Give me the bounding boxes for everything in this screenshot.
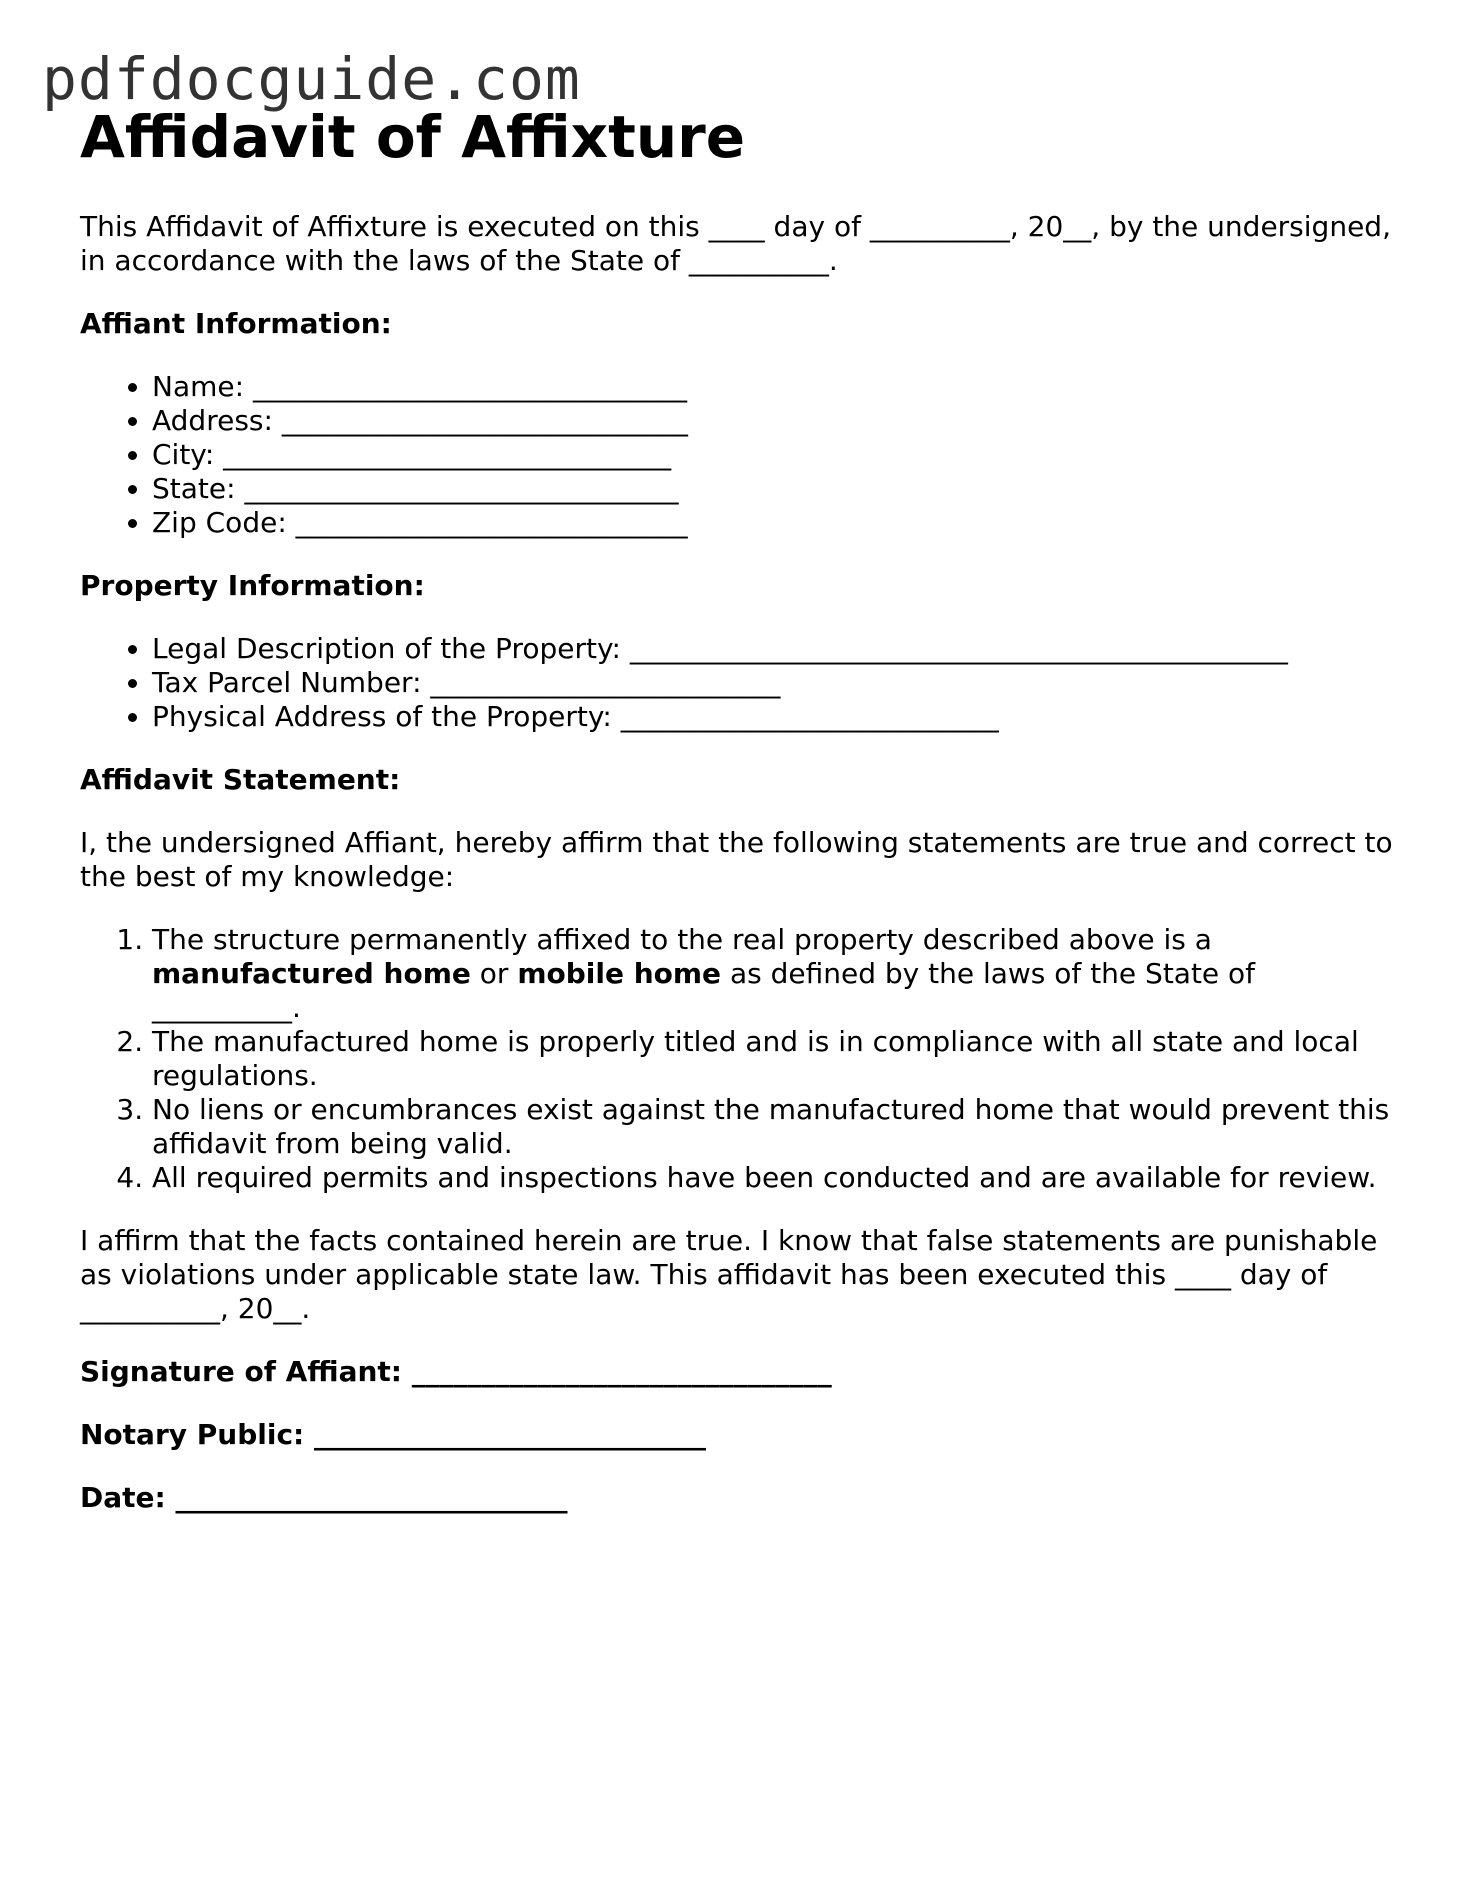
closing-paragraph: I affirm that the facts contained herein are true. I know that false statements are punishable as violations under applicable state law. This affidavit has been executed this ____ day of __________, 20__.	[80, 1224, 1378, 1325]
statement-item-text: as defined by the laws of the State of __________.	[152, 957, 1256, 1024]
statement-item: 3. No liens or encumbrances exist against the manufactured home that would prevent this affidavit from being valid.	[152, 1093, 1400, 1161]
statement-item: 4. All required permits and inspections have been conducted and are available for review.	[152, 1161, 1400, 1195]
affiant-signature-line: Signature of Affiant: ______________________________	[80, 1355, 832, 1388]
statement-bold-term: mobile home	[517, 957, 722, 990]
property-list	[80, 632, 1400, 734]
affiant-state-field: • State: _______________________________	[152, 472, 1400, 506]
date-line: Date: ____________________________	[80, 1481, 568, 1514]
legal-description-field: • Legal Description of the Property: _______________________________________________	[152, 632, 1400, 666]
statement-item-text: or	[470, 957, 518, 990]
affiant-zip-field: • Zip Code: ____________________________	[152, 506, 1400, 540]
affiant-address-field: • Address: _____________________________	[152, 404, 1400, 438]
intro-paragraph: This Affidavit of Affixture is executed on this ____ day of __________, 20__, by the undersigned, in accordance with the laws of the State of __________.	[80, 210, 1391, 277]
affiant-city-field: • City: ________________________________	[152, 438, 1400, 472]
statement-heading: Affidavit Statement:	[80, 763, 401, 796]
affiant-heading: Affiant Information:	[80, 307, 392, 340]
document-title: Affidavit of Affixture	[80, 103, 746, 171]
notary-public-line: Notary Public: ____________________________	[80, 1418, 706, 1451]
tax-parcel-field: • Tax Parcel Number: _________________________	[152, 666, 1400, 700]
physical-address-field: • Physical Address of the Property: ___________________________	[152, 700, 1400, 734]
property-heading: Property Information:	[80, 569, 425, 602]
statement-item	[152, 923, 1400, 1025]
affiant-list	[80, 370, 1400, 540]
statement-intro: I, the undersigned Affiant, hereby affirm that the following statements are true and correct to the best of my knowledge:	[80, 826, 1393, 893]
watermark-text: pdfdocguide.com	[42, 45, 581, 113]
statement-bold-term: manufactured home	[152, 957, 471, 990]
affiant-name-field: • Name: _______________________________	[152, 370, 1400, 404]
statement-list	[80, 923, 1400, 1195]
statement-item: 2. The manufactured home is properly titled and is in compliance with all state and local regulations.	[152, 1025, 1400, 1093]
statement-item-text: The structure permanently affixed to the real property described above is a	[152, 923, 1212, 956]
document-body	[80, 210, 1400, 1544]
